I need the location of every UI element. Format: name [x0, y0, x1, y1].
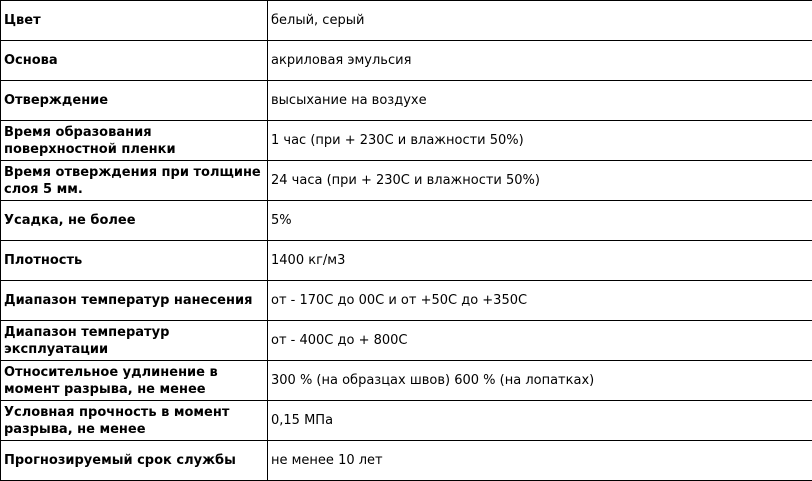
- specifications-table-body: [1, 1, 812, 481]
- table-row: [1, 361, 812, 401]
- property-label: Время отверждения при толщине слоя 5 мм.: [1, 161, 268, 201]
- property-value: 1 час (при + 230С и влажности 50%): [268, 121, 812, 161]
- property-value: 300 % (на образцах швов) 600 % (на лопатках): [268, 361, 812, 401]
- property-value: от - 400С до + 800С: [268, 321, 812, 361]
- table-row: [1, 81, 812, 121]
- table-row: [1, 241, 812, 281]
- property-value: 5%: [268, 201, 812, 241]
- property-label: Основа: [1, 41, 268, 81]
- property-value: акриловая эмульсия: [268, 41, 812, 81]
- property-label: Отверждение: [1, 81, 268, 121]
- table-row: [1, 121, 812, 161]
- property-label: Относительное удлинение в момент разрыва, не менее: [1, 361, 268, 401]
- property-label: Плотность: [1, 241, 268, 281]
- property-value: 0,15 МПа: [268, 401, 812, 441]
- table-row: [1, 161, 812, 201]
- property-label: Время образования поверхностной пленки: [1, 121, 268, 161]
- table-row: [1, 321, 812, 361]
- property-label: Диапазон температур нанесения: [1, 281, 268, 321]
- table-row: [1, 401, 812, 441]
- property-label: Прогнозируемый срок службы: [1, 441, 268, 481]
- property-value: белый, серый: [268, 1, 812, 41]
- property-value: 24 часа (при + 230С и влажности 50%): [268, 161, 812, 201]
- table-row: [1, 201, 812, 241]
- table-row: [1, 41, 812, 81]
- property-value: от - 170С до 00С и от +50С до +350С: [268, 281, 812, 321]
- table-row: [1, 441, 812, 481]
- property-label: Диапазон температур эксплуатации: [1, 321, 268, 361]
- property-value: не менее 10 лет: [268, 441, 812, 481]
- table-row: [1, 1, 812, 41]
- property-label: Условная прочность в момент разрыва, не менее: [1, 401, 268, 441]
- table-row: [1, 281, 812, 321]
- property-value: 1400 кг/м3: [268, 241, 812, 281]
- property-label: Усадка, не более: [1, 201, 268, 241]
- property-value: высыхание на воздухе: [268, 81, 812, 121]
- property-label: Цвет: [1, 1, 268, 41]
